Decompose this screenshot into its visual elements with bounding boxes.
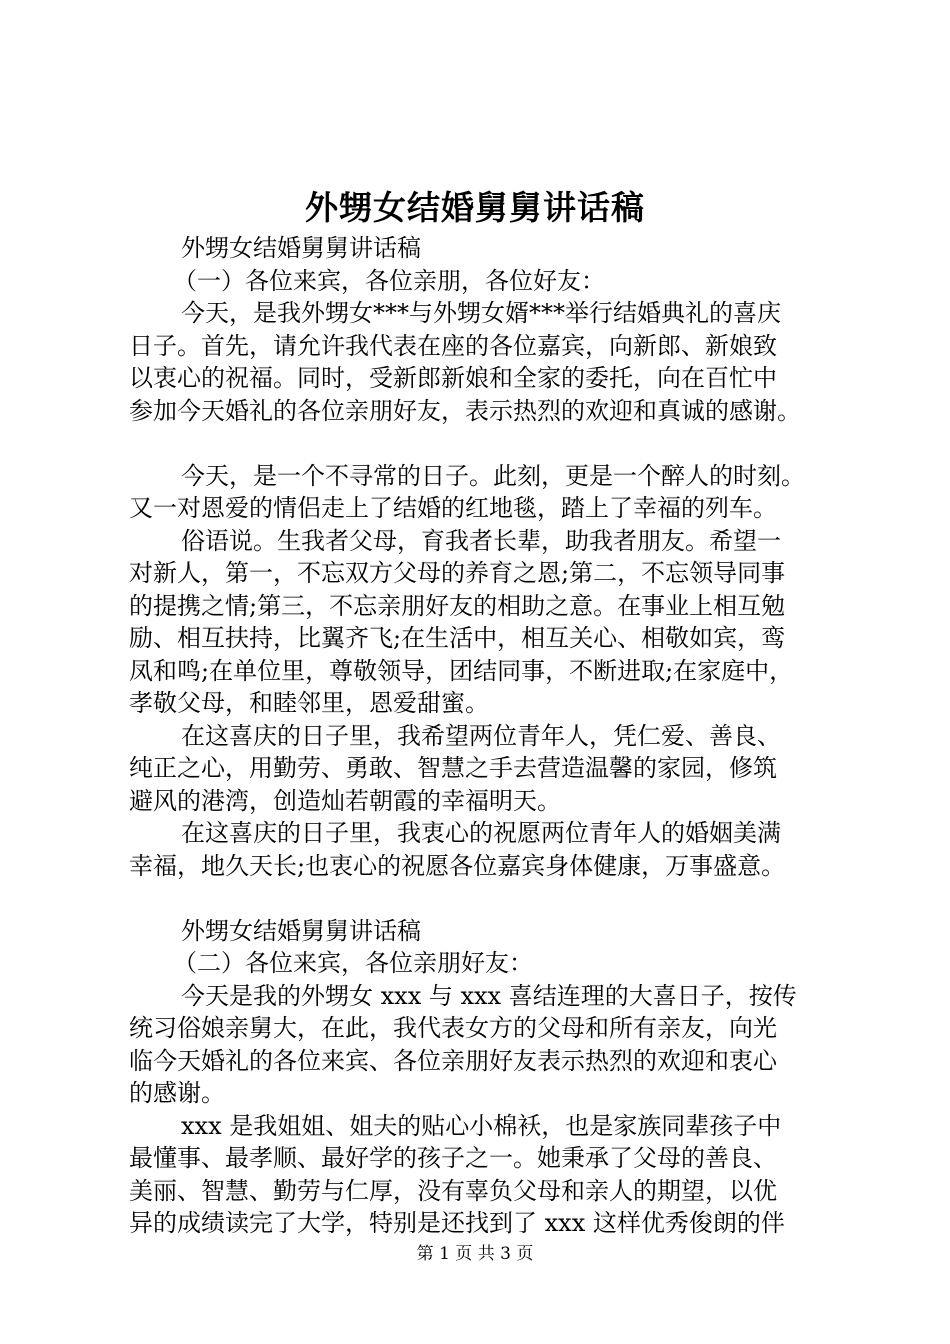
section2-subheading: （二）各位来宾，各位亲朋好友： xyxy=(173,949,533,977)
section2-heading: 外甥女结婚舅舅讲话稿 xyxy=(181,916,421,945)
text-line: 的提携之情;第三，不忘亲朋好友的相助之意。在事业上相互勉 xyxy=(129,591,786,620)
text-line: 纯正之心，用勤劳、勇敢、智慧之手去营造温馨的家园，修筑 xyxy=(129,754,777,782)
document-title: 外甥女结婚舅舅讲话稿 xyxy=(305,188,645,227)
text-line: 在这喜庆的日子里，我衷心的祝愿两位青年人的婚姻美满 xyxy=(181,819,781,847)
text-line: xxx 是我姐姐、姐夫的贴心小棉袄，也是家族同辈孩子中 xyxy=(181,1111,782,1140)
text-line: 对新人，第一，不忘双方父母的养育之恩;第二，不忘领导同事 xyxy=(129,559,786,587)
text-line: 俗语说。生我者父母，育我者长辈，助我者朋友。希望一 xyxy=(181,526,781,555)
text-line: 在这喜庆的日子里，我希望两位青年人，凭仁爱、善良、 xyxy=(181,721,781,750)
section1-paragraph-1 xyxy=(129,297,849,427)
text-line: 美丽、智慧、勤劳与仁厚，没有辜负父母和亲人的期望，以优 xyxy=(129,1176,777,1205)
section1-heading: 外甥女结婚舅舅讲话稿 xyxy=(181,234,421,262)
text-line: 避风的港湾，创造灿若朝霞的幸福明天。 xyxy=(129,786,561,815)
section1-paragraph-4 xyxy=(129,720,849,818)
text-line: 的感谢。 xyxy=(129,1079,225,1107)
text-line: 孝敬父母，和睦邻里，恩爱甜蜜。 xyxy=(129,689,489,717)
text-line: 幸福，地久天长;也衷心的祝愿各位嘉宾身体健康，万事盛意。 xyxy=(129,851,786,880)
text-line: 今天，是一个不寻常的日子。此刻，更是一个醉人的时刻。 xyxy=(181,461,805,490)
text-line: 又一对恩爱的情侣走上了结婚的红地毯，踏上了幸福的列车。 xyxy=(129,494,777,522)
section2-paragraph-1 xyxy=(129,980,849,1110)
text-line: 今天是我的外甥女 xxx 与 xxx 喜结连理的大喜日子，按传 xyxy=(181,981,797,1010)
paragraph-gap xyxy=(129,882,849,915)
text-line: 异的成绩读完了大学，特别是还找到了 xxx 这样优秀俊朗的伴 xyxy=(129,1209,785,1237)
text-line: 参加今天婚礼的各位亲朋好友，表示热烈的欢迎和真诚的感谢。 xyxy=(129,396,801,425)
section1-paragraph-2 xyxy=(129,460,849,525)
text-line: 今天，是我外甥女***与外甥女婿***举行结婚典礼的喜庆 xyxy=(181,299,781,327)
text-line: 凤和鸣;在单位里，尊敬领导，团结同事，不断进取;在家庭中， xyxy=(129,656,794,685)
section2-paragraph-2 xyxy=(129,1110,849,1240)
text-line: 统习俗娘亲舅大，在此，我代表女方的父母和所有亲友，向光 xyxy=(129,1014,777,1042)
text-line: 励、相互扶持，比翼齐飞;在生活中，相互关心、相敬如宾，鸾 xyxy=(129,624,786,652)
document-body xyxy=(129,232,849,1240)
text-line: 最懂事、最孝顺、最好学的孩子之一。她秉承了父母的善良、 xyxy=(129,1144,777,1172)
section1-paragraph-5 xyxy=(129,817,849,882)
section1-paragraph-3 xyxy=(129,525,849,720)
text-line: 日子。首先，请允许我代表在座的各位嘉宾，向新郎、新娘致 xyxy=(129,331,777,360)
paragraph-gap xyxy=(129,427,849,460)
section1-subheading: （一）各位来宾，各位亲朋，各位好友： xyxy=(173,266,605,295)
page-number-footer: 第 1 页 共 3 页 xyxy=(416,1244,534,1264)
text-line: 临今天婚礼的各位来宾、各位亲朋好友表示热烈的欢迎和衷心 xyxy=(129,1046,777,1075)
text-line: 以衷心的祝福。同时，受新郎新娘和全家的委托，向在百忙中 xyxy=(129,364,777,392)
